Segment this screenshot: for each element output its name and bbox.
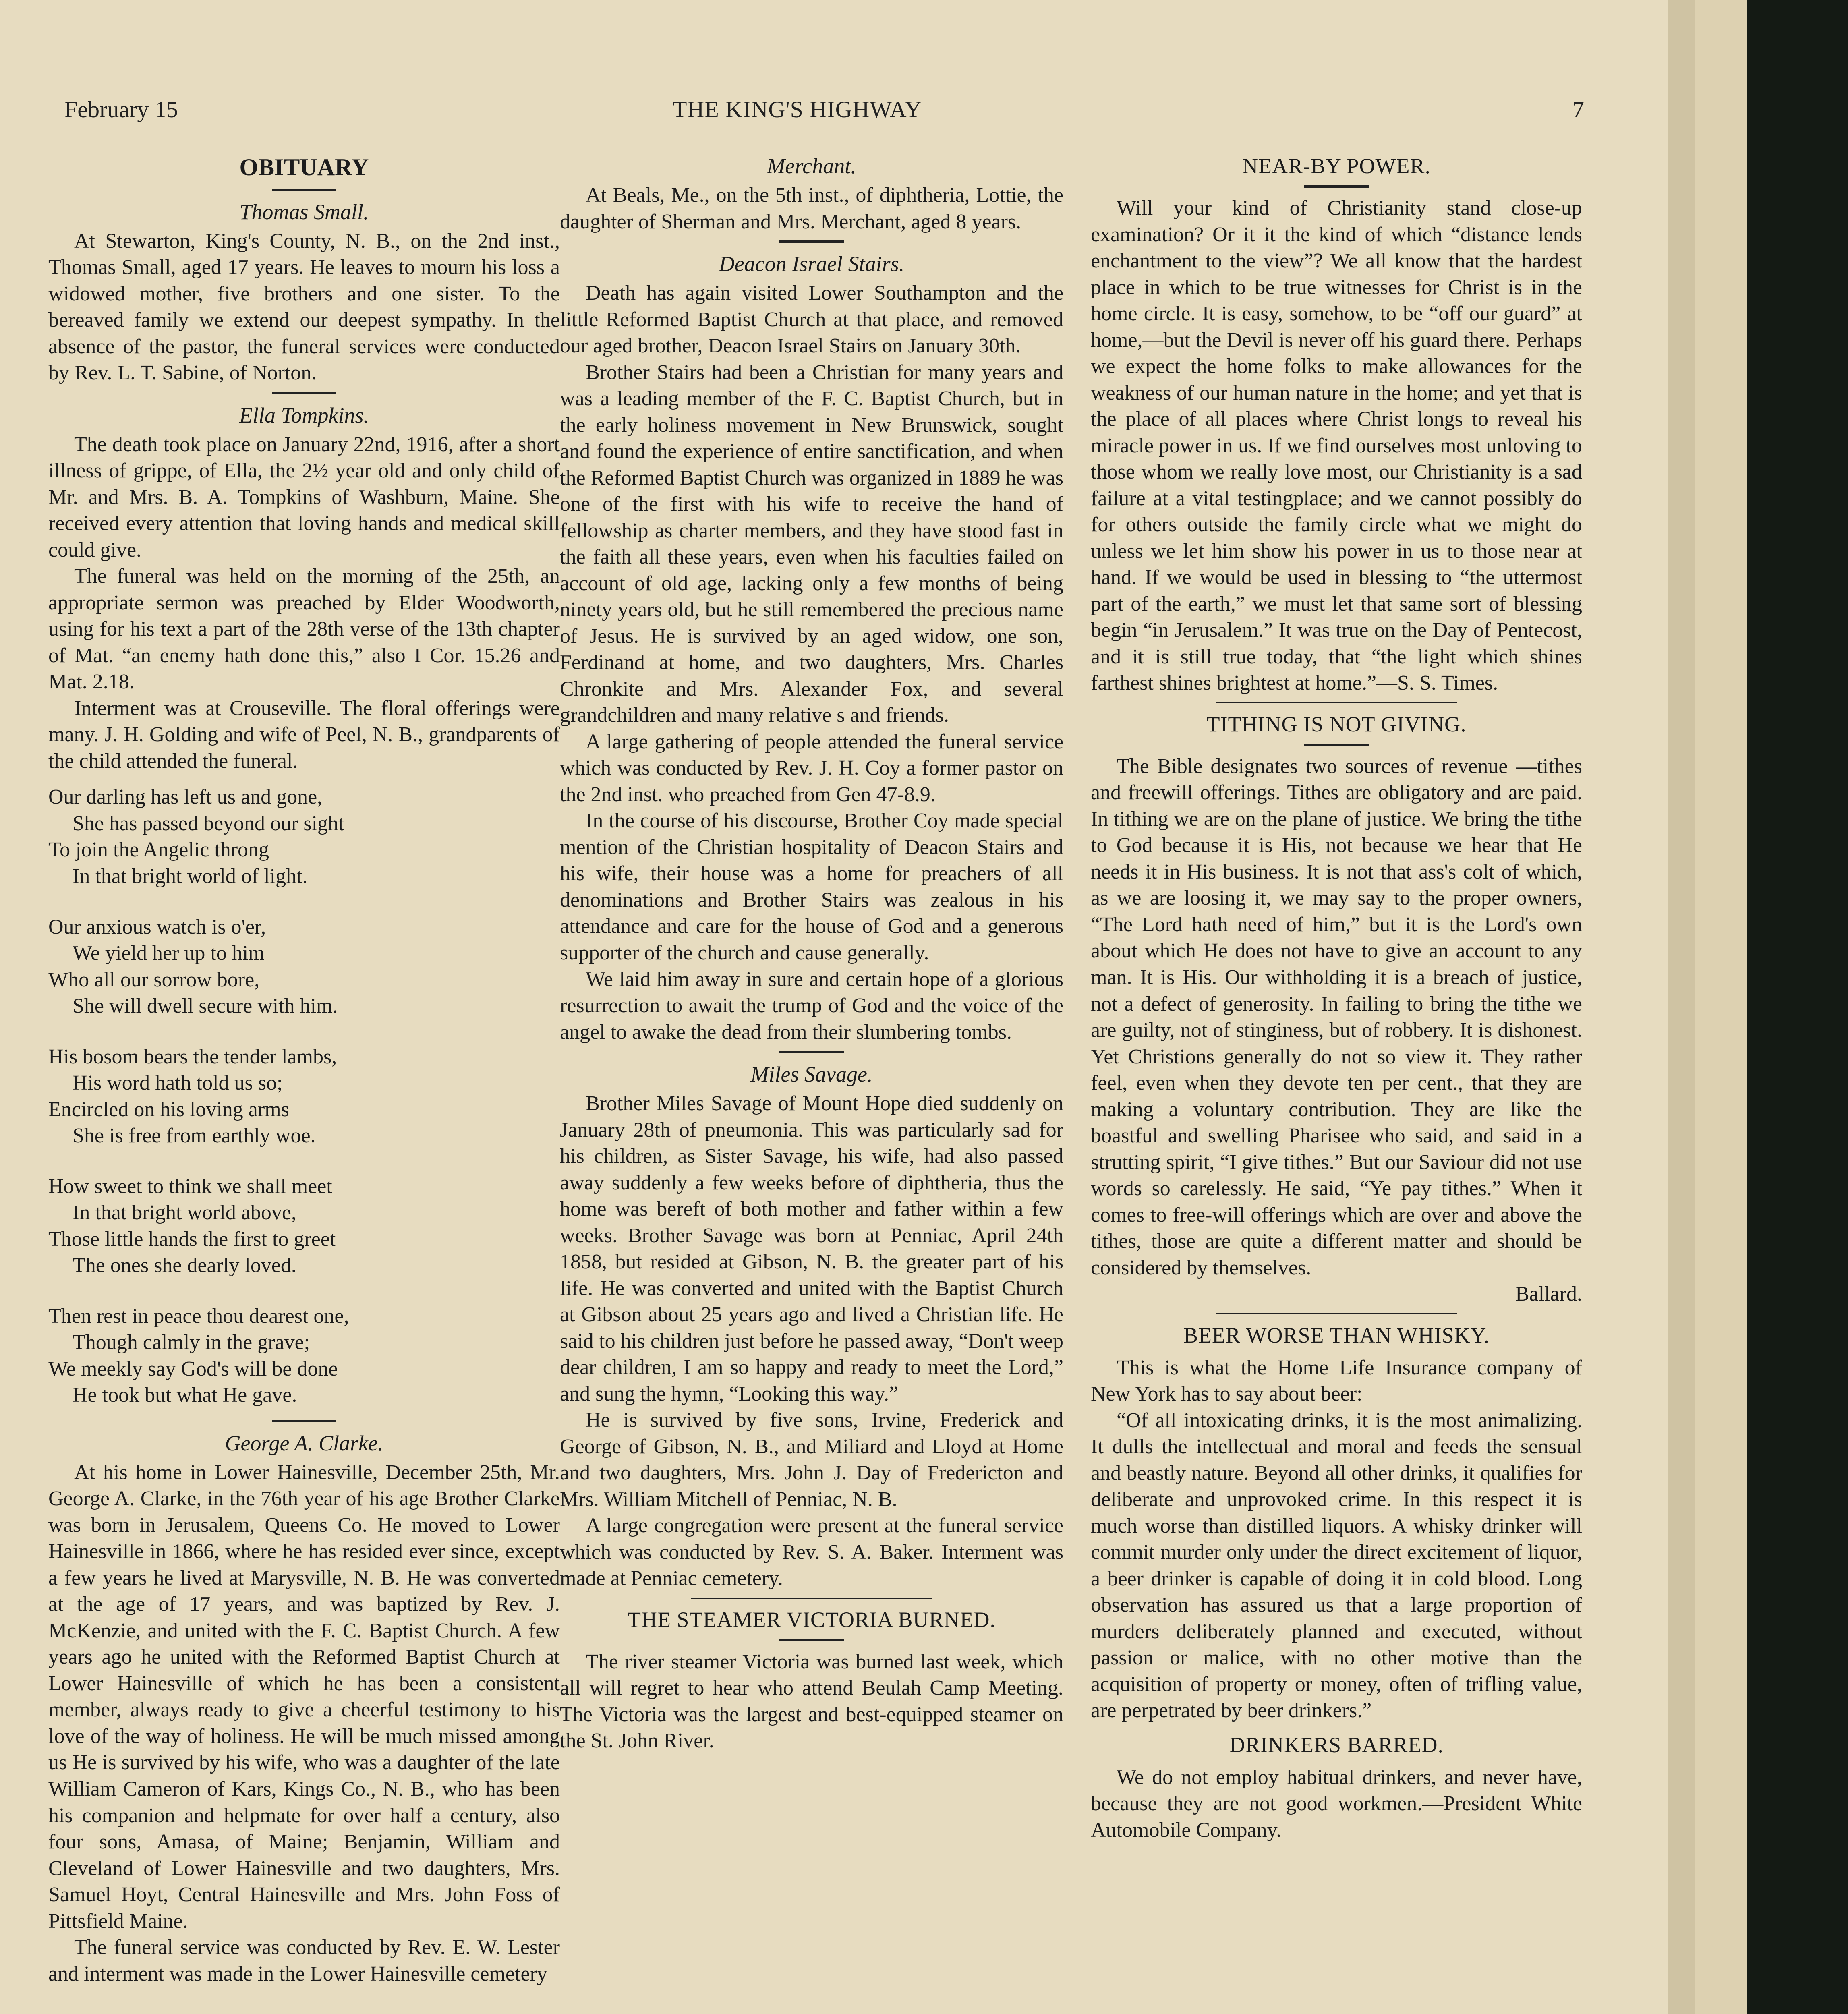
obit-savage-p2: He is survived by five sons, Irvine, Frederick and George of Gibson, N. B., and Miliard and Lloyd at Home and two daughters, Mrs. John J. Day of Fredericton and Mrs. William Mitchell of Penniac, N. B. bbox=[560, 1409, 1063, 1511]
article-rule bbox=[1216, 702, 1457, 703]
next-page-edge bbox=[1695, 0, 1747, 2014]
obit-small-text: At Stewarton, King's County, N. B., on the 2nd inst., Thomas Small, aged 17 years. He leaves to mourn his loss a widowed mother, five brothers and one sister. To the bereaved family we extend our deepest sympathy. In the absence of the pastor, the funeral services were conducted by Rev. L. T. Sabine, of Norton. bbox=[48, 229, 560, 385]
article-rule bbox=[1216, 1313, 1457, 1314]
heading-rule bbox=[779, 1639, 844, 1641]
article-tithing-text: The Bible designates two sources of revenue —tithes and freewill offerings. Tithes are obligatory and are paid. In tithing we are on the plane of justice. We bring the tithe to God because it is His, not because we hear that He needs it in His business. It is not that ass's colt of which, as we are loosing it, we may say to the proper owners, “The Lord hath need of him,” but it is the Lord's own about which He does not have to give an account to any man. It is His. Our withholding it is a breach of justice, not a defect of generosity. In failing to bring the tithe we are guilty, not of stinginess, but of robbery. It is dishonest. Yet Christions generally do not so view it. They rather feel, even when they devote ten per cent., that they are making a voluntary contribution. They are like the boastful and swelling Pharisee who said, and said in a strutting spirit, “I give tithes.” But our Saviour did not use words so carelessly. He said, “Ye pay tithes.” When it comes to free-will offerings which are over and above the tithes, those are quite a different matter and should be considered by themselves. bbox=[1091, 754, 1582, 1279]
poem-line: Who all our sorrow bore, bbox=[48, 968, 260, 991]
obit-clarke-p2: The funeral service was conducted by Rev. E. W. Lester and interment was made in the Lower Hainesville cemetery bbox=[48, 1936, 560, 1985]
poem-line: She is free from earthly woe. bbox=[73, 1124, 316, 1148]
poem-line: Then rest in peace thou dearest one, bbox=[48, 1304, 349, 1328]
poem-line: How sweet to think we shall meet bbox=[48, 1175, 332, 1198]
obit-merchant-text: At Beals, Me., on the 5th inst., of diphtheria, Lottie, the daughter of Sherman and Mrs. Merchant, aged 8 years. bbox=[560, 184, 1063, 233]
column-2 bbox=[560, 152, 1063, 1754]
poem-line: The ones she dearly loved. bbox=[73, 1254, 296, 1277]
poem-line: In that bright world of light. bbox=[73, 865, 308, 888]
obit-title-tompkins: Ella Tompkins. bbox=[239, 403, 369, 427]
obit-tompkins-p3: Interment was at Crouseville. The floral offerings were many. J. H. Golding and wife of Peel, N. B., grandparents of the child attended the funeral. bbox=[48, 696, 560, 773]
obit-title-small: Thomas Small. bbox=[239, 199, 369, 224]
obituary-heading: OBITUARY bbox=[239, 154, 369, 180]
article-steamer-text: The river steamer Victoria was burned last week, which all will regret to hear who attend Beulah Camp Meeting. The Victoria was the largest and best-equipped steamer on the St. John River. bbox=[560, 1650, 1063, 1753]
poem-line: She will dwell secure with him. bbox=[73, 995, 338, 1018]
article-title-nearby: NEAR-BY POWER. bbox=[1242, 154, 1431, 178]
poem-stanza bbox=[48, 1044, 560, 1149]
column-1 bbox=[48, 152, 560, 1987]
obit-stairs-p2: Brother Stairs had been a Christian for many years and was a leading member of the F. C. Baptist Church, but in the early holiness movement in New Brunswick, sought and found the experience of entire sanctification, and when the Reformed Baptist Church was organized in 1889 he was one of the first with his wife to receive the hand of fellowship as charter members, and they have stood fast in the faith all these years, even when his faculties failed on account of old age, lacking only a few months of being ninety years old, but he still remembered the precious name of Jesus. He is survived by an aged widow, one son, Ferdinand at home, and two daughters, Mrs. Charles Chronkite and Mrs. Alexander Fox, and several grandchildren and many relative s and friends. bbox=[560, 361, 1063, 727]
memorial-poem bbox=[48, 784, 560, 1408]
heading-rule bbox=[1304, 744, 1369, 746]
poem-line: Though calmly in the grave; bbox=[73, 1331, 310, 1354]
article-tithing-author: Ballard. bbox=[1515, 1283, 1582, 1306]
masthead-title: THE KING'S HIGHWAY bbox=[673, 96, 922, 122]
heading-rule bbox=[272, 189, 336, 191]
poem-stanza bbox=[48, 1173, 560, 1279]
page-number: 7 bbox=[1572, 96, 1584, 122]
article-nearby-text: Will your kind of Christianity stand close-up examination? Or it it the kind of which “distance lends enchantment to the view”? We all know that the hardest place in which to be true witnesses for Christ is in the home circle. It is easy, somehow, to be “off our guard” at home,—but the Devil is never off his guard there. Perhaps we expect the home folks to make allowances for the weakness of our human nature in the home; and yet that is the place of all places where Christ longs to reveal his miracle power in us. If we find ourselves most unloving to those whom we really love most, our Christianity is a sad failure at a vital testingplace; and we cannot possibly do for others outside the family circle what we might do unless we let him show his power in us to those near at hand. If we would be used in blessing to “the uttermost part of the earth,” we must let that same sort of blessing begin “in Jerusalem.” It was true on the Day of Pentecost, and it is still true today, that “the light which shines farthest shines brightest at home.”—S. S. Times. bbox=[1091, 197, 1582, 695]
obit-clarke-p1: At his home in Lower Hainesville, December 25th, Mr. George A. Clarke, in the 76th year of his age Brother Clarke was born in Jerusalem, Queens Co. He moved to Lower Hainesville in 1866, where he has resided ever since, except a few years he lived at Marysville, N. B. He was converted at the age of 17 years, and was baptized by Rev. J. McKenzie, and united with the F. C. Baptist Church. A few years ago he united with the Reformed Baptist Church at Lower Hainesville of which he has been a consistent member, always ready to give a cheerful testimony to his love of the way of holiness. He will be much missed among us He is survived by his wife, who was a daughter of the late William Cameron of Kars, Kings Co., N. B., who has been his companion and helpmate for over half a century, also four sons, Amasa, of Maine; Benjamin, William and Cleveland of Lower Hainesville and two daughters, Mrs. Samuel Hoyt, Central Hainesville and Mrs. John Foss of Pittsfield Maine. bbox=[48, 1461, 560, 1933]
obit-title-clarke: George A. Clarke. bbox=[225, 1431, 383, 1455]
poem-line: We meekly say God's will be done bbox=[48, 1357, 338, 1380]
page-gutter bbox=[1668, 0, 1695, 2014]
obit-title-savage: Miles Savage. bbox=[750, 1062, 873, 1087]
obit-savage-p1: Brother Miles Savage of Mount Hope died suddenly on January 28th of pneumonia. This was particularly sad for his children, as Sister Savage, his wife, had also passed away suddenly a few weeks before of diphtheria, thus the home was bereft of both mother and father within a few weeks. Brother Savage was born at Penniac, April 24th 1858, but resided at Gibson, N. B. the greater part of his life. He was converted and united with the Baptist Church at Gibson about 25 years ago and lived a Christian life. He said to his children just before he passed away, “Don't weep dear children, I am so happy and ready to meet the Lord,” and sung the hymn, “Looking this way.” bbox=[560, 1092, 1063, 1405]
obit-stairs-p5: We laid him away in sure and certain hope of a glorious resurrection to await the trump of God and the voice of the angel to awake the dead from their slumbering tombs. bbox=[560, 968, 1063, 1044]
obit-stairs-p3: A large gathering of people attended the funeral service which was conducted by Rev. J. H. Coy a former pastor on the 2nd inst. who preached from Gen 47-8.9. bbox=[560, 730, 1063, 806]
poem-line: To join the Angelic throng bbox=[48, 838, 269, 862]
section-rule bbox=[272, 1420, 336, 1422]
article-drinkers-text: We do not employ habitual drinkers, and never have, because they are not good workmen.—President White Automobile Company. bbox=[1091, 1765, 1582, 1842]
poem-line: He took but what He gave. bbox=[73, 1384, 297, 1407]
poem-line: Our anxious watch is o'er, bbox=[48, 915, 266, 939]
obit-stairs-p4: In the course of his discourse, Brother Coy made special mention of the Christian hospitality of Deacon Stairs and his wife, their house was a home for preachers of all denominations and Brother Stairs was zealous in his attendance and care for the house of God and a generous supporter of the church and cause generally. bbox=[560, 809, 1063, 964]
column-3 bbox=[1091, 152, 1582, 1844]
poem-stanza bbox=[48, 1303, 560, 1409]
section-rule bbox=[779, 1051, 844, 1053]
poem-line: We yield her up to him bbox=[73, 942, 265, 965]
section-rule bbox=[272, 392, 336, 394]
poem-line: She has passed beyond our sight bbox=[73, 812, 344, 835]
obit-title-merchant: Merchant. bbox=[767, 154, 856, 178]
poem-line: Our darling has left us and gone, bbox=[48, 785, 323, 809]
heading-rule bbox=[1304, 185, 1369, 188]
poem-line: In that bright world above, bbox=[73, 1201, 296, 1225]
poem-line: His word hath told us so; bbox=[73, 1071, 283, 1095]
article-beer-p2: “Of all intoxicating drinks, it is the most animalizing. It dulls the intellectual and moral and feeds the sensual and beastly nature. Beyond all other drinks, it qualifies for deliberate and unprovoked crime. In this respect it is much worse than distilled liquors. A whisky drinker will commit murder only under the direct excitement of liquor, a beer drinker is capable of doing it in cold blood. Long observation has assured us that a large proportion of murders deliberately planned and executed, without passion or malice, with no other motive than the acquisition of property or money, often of trifling value, are perpetrated by beer drinkers.” bbox=[1091, 1409, 1582, 1722]
obit-title-stairs: Deacon Israel Stairs. bbox=[719, 252, 905, 276]
obit-tompkins-p1: The death took place on January 22nd, 1916, after a short illness of grippe, of Ella, the 2½ year old and only child of Mr. and Mrs. B. A. Tompkins of Washburn, Maine. She received every attention that loving hands and medical skill could give. bbox=[48, 433, 560, 562]
poem-stanza bbox=[48, 784, 560, 889]
article-rule bbox=[691, 1598, 932, 1599]
article-title-beer: BEER WORSE THAN WHISKY. bbox=[1183, 1323, 1490, 1347]
poem-line: Those little hands the first to greet bbox=[48, 1227, 336, 1251]
poem-line: His bosom bears the tender lambs, bbox=[48, 1045, 337, 1068]
obit-tompkins-p2: The funeral was held on the morning of the 25th, an appropriate sermon was preached by Elder Woodworth, using for his text a part of the 28th verse of the 13th chapter of Mat. “an enemy hath done this,” also I Cor. 15.26 and Mat. 2.18. bbox=[48, 565, 560, 694]
article-title-drinkers: DRINKERS BARRED. bbox=[1229, 1732, 1444, 1757]
article-title-steamer: THE STEAMER VICTORIA BURNED. bbox=[627, 1607, 996, 1632]
article-title-tithing: TITHING IS NOT GIVING. bbox=[1206, 712, 1467, 736]
article-beer-p1: This is what the Home Life Insurance company of New York has to say about beer: bbox=[1091, 1356, 1582, 1406]
poem-line: Encircled on his loving arms bbox=[48, 1098, 289, 1121]
obit-stairs-p1: Death has again visited Lower Southampton and the little Reformed Baptist Church at that place, and removed our aged brother, Deacon Israel Stairs on January 30th. bbox=[560, 282, 1063, 358]
section-rule bbox=[779, 240, 844, 243]
issue-date: February 15 bbox=[64, 96, 178, 122]
poem-stanza bbox=[48, 914, 560, 1019]
obit-savage-p3: A large congregation were present at the funeral service which was conducted by Rev. S. A. Baker. Interment was made at Penniac cemetery. bbox=[560, 1514, 1063, 1590]
